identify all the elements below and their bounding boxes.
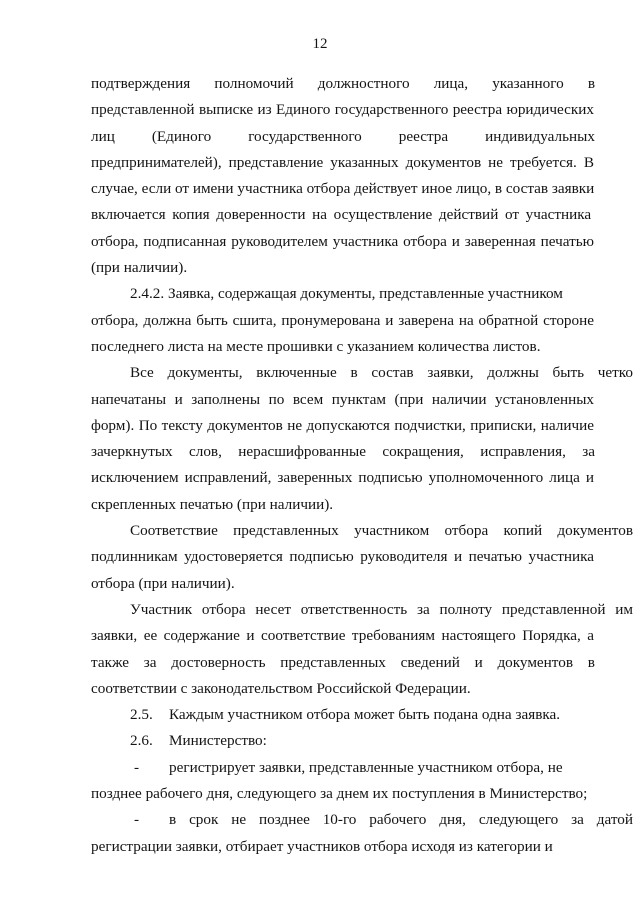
word: должностного bbox=[317, 75, 410, 92]
text-line bbox=[91, 124, 595, 150]
word: нерасшифрованные bbox=[238, 443, 366, 461]
word: исправления, bbox=[480, 443, 566, 461]
word: лица, bbox=[433, 75, 469, 92]
word: индивидуальных bbox=[485, 127, 595, 145]
list-item-text: в срок не позднее 10-го рабочего дня, следующего за датой bbox=[169, 811, 633, 829]
list-item-text: регистрирует заявки, представленные участником отбора, не bbox=[169, 758, 563, 776]
word: зачеркнутых bbox=[91, 443, 173, 461]
text-line: позднее рабочего дня, следующего за днем их поступления в Министерство; bbox=[91, 785, 588, 803]
list-item bbox=[91, 755, 595, 781]
word: сведений bbox=[400, 653, 460, 671]
text-line: исключением исправлений, заверенных подписью уполномоченного лица и bbox=[91, 469, 594, 487]
text-line: отбора (при наличии). bbox=[91, 574, 235, 592]
text-line bbox=[91, 650, 595, 676]
text-line bbox=[91, 439, 595, 465]
text-line: включается копия доверенности на осуществление действий от участника bbox=[91, 206, 592, 224]
text-line: регистрации заявки, отбирает участников отбора исходя из категории и bbox=[91, 837, 553, 855]
word: указанного bbox=[492, 75, 564, 92]
word: за bbox=[143, 653, 157, 671]
word: (Единого bbox=[151, 127, 212, 145]
word: за bbox=[582, 443, 595, 461]
word: в bbox=[587, 75, 595, 92]
text-line: подлинникам удостоверяется подписью руководителя и печатью участника bbox=[91, 548, 594, 566]
text-line bbox=[91, 71, 595, 97]
text-line: отбора, подписанная руководителем участника отбора и заверенная печатью bbox=[91, 232, 594, 250]
word: документов bbox=[497, 653, 573, 671]
word: в bbox=[587, 653, 595, 671]
paragraph-first-line: Все документы, включенные в состав заявки, должны быть четко bbox=[130, 364, 633, 382]
text-line: заявки, ее содержание и соответствие требованиям настоящего Порядка, а bbox=[91, 627, 594, 645]
word: представленных bbox=[280, 653, 386, 671]
paragraph-first-line: 2.4.2. Заявка, содержащая документы, представленные участником bbox=[130, 285, 563, 303]
text-line: (при наличии). bbox=[91, 259, 188, 277]
list-item bbox=[91, 807, 633, 833]
text-line: представленной выписке из Единого государственного реестра юридических bbox=[91, 101, 594, 119]
text-line: отбора, должна быть сшита, пронумерована и заверена на обратной стороне bbox=[91, 311, 594, 329]
section-2-5 bbox=[91, 702, 595, 728]
paragraph-first-line: Участник отбора несет ответственность за полноту представленной им bbox=[130, 600, 633, 618]
section-text: Министерство: bbox=[169, 732, 267, 750]
word: и bbox=[474, 653, 483, 671]
word: лиц bbox=[91, 127, 115, 145]
list-dash: - bbox=[134, 758, 140, 776]
word: государственного bbox=[248, 127, 362, 145]
document-body bbox=[91, 71, 633, 860]
section-2-6 bbox=[91, 728, 595, 754]
word: сокращения, bbox=[382, 443, 464, 461]
text-line: напечатаны и заполнены по всем пунктам (при наличии установленных bbox=[91, 390, 594, 408]
word: полномочий bbox=[214, 75, 294, 92]
word: достоверность bbox=[171, 653, 266, 671]
text-line: форм). По тексту документов не допускаются подчистки, приписки, наличие bbox=[91, 416, 594, 434]
word: реестра bbox=[398, 127, 449, 145]
text-line: скрепленных печатью (при наличии). bbox=[91, 495, 334, 513]
text-line: случае, если от имени участника отбора действует иное лицо, в состав заявки bbox=[91, 180, 595, 198]
text-line: предпринимателей), представление указанных документов не требуется. В bbox=[91, 153, 594, 171]
section-number: 2.6. bbox=[130, 732, 153, 750]
text-line: последнего листа на месте прошивки с указанием количества листов. bbox=[91, 337, 541, 355]
paragraph-first-line: Соответствие представленных участником отбора копий документов bbox=[130, 522, 633, 540]
list-dash: - bbox=[134, 811, 140, 829]
text-line: соответствии с законодательством Российской Федерации. bbox=[91, 679, 471, 697]
section-number: 2.5. bbox=[130, 706, 153, 724]
word: слов, bbox=[189, 443, 222, 461]
page-number: 12 bbox=[312, 36, 328, 52]
section-text: Каждым участником отбора может быть подана одна заявка. bbox=[169, 706, 561, 724]
word: подтверждения bbox=[91, 75, 191, 92]
word: также bbox=[91, 653, 129, 671]
